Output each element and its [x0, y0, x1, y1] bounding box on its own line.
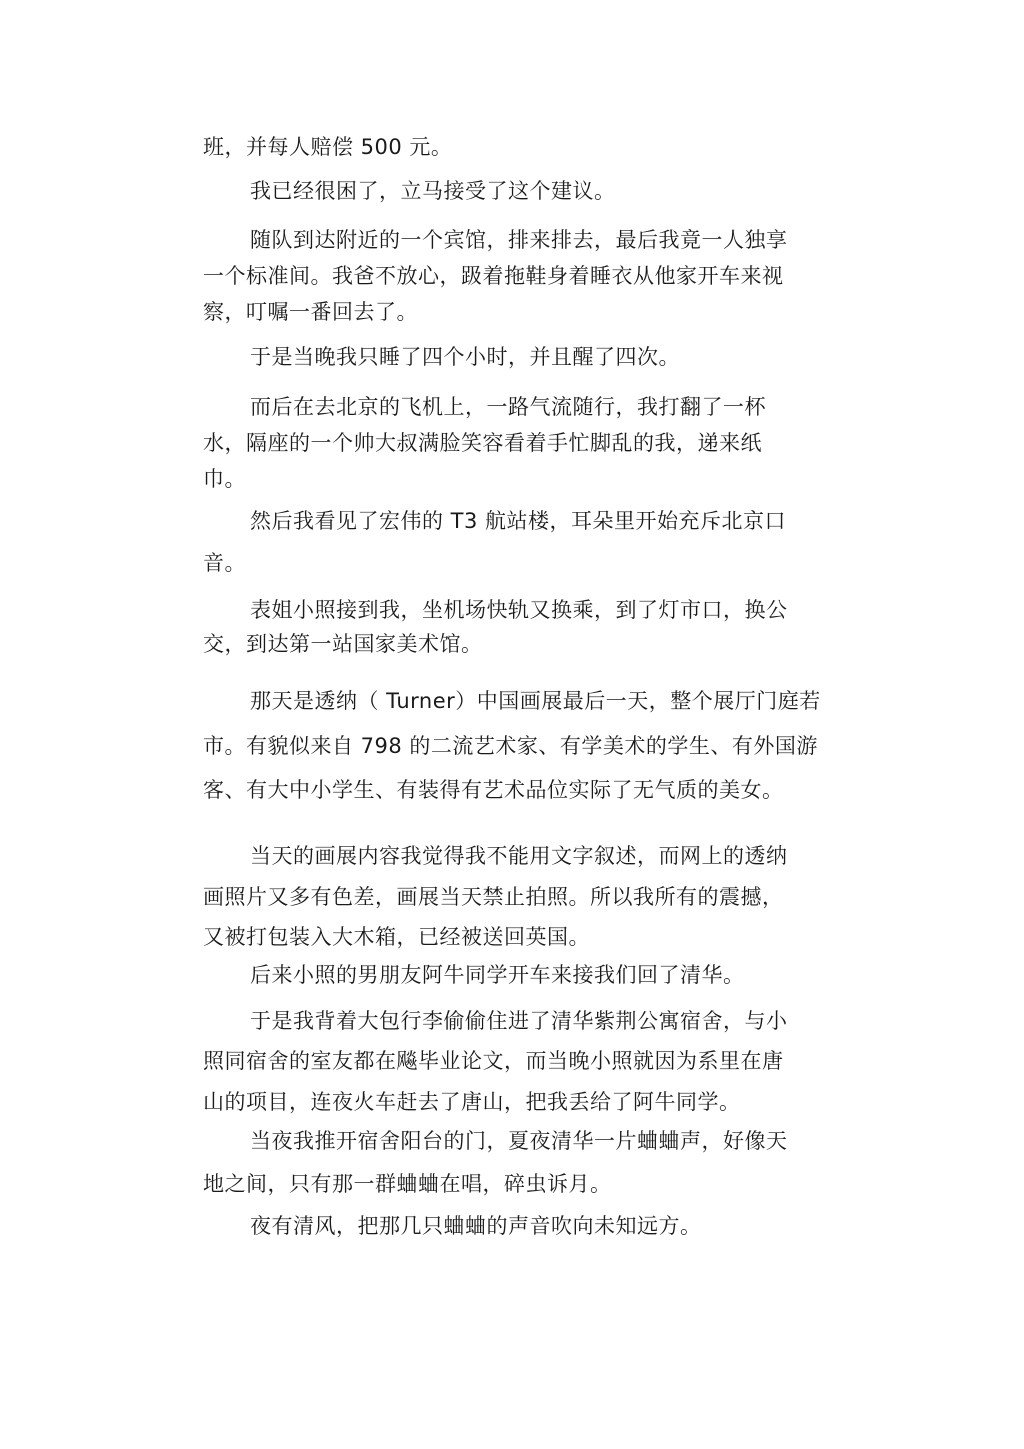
text-line: 交，到达第一站国家美术馆。	[203, 632, 483, 656]
text-line: 画照片又多有色差，画展当天禁止拍照。所以我所有的震撼，	[203, 885, 784, 909]
paragraph: 而后在去北京的飞机上，一路气流随行，我打翻了一杯	[250, 395, 766, 419]
text-line: 又被打包装入大木箱，已经被送回英国。	[203, 925, 590, 949]
paragraph: 于是当晚我只睡了四个小时，并且醒了四次。	[250, 345, 680, 369]
paragraph: 于是我背着大包行李偷偷住进了清华紫荆公寓宿舍，与小	[250, 1009, 788, 1033]
text-line: 班，并每人赔偿 500 元。	[203, 135, 453, 159]
paragraph: 后来小照的男朋友阿牛同学开车来接我们回了清华。	[250, 963, 745, 987]
paragraph: 当天的画展内容我觉得我不能用文字叙述，而网上的透纳	[250, 844, 788, 868]
text-line: 照同宿舍的室友都在飚毕业论文，而当晚小照就因为系里在唐	[203, 1049, 784, 1073]
text-line: 市。有貌似来自 798 的二流艺术家、有学美术的学生、有外国游	[203, 734, 818, 758]
paragraph: 当夜我推开宿舍阳台的门，夏夜清华一片蛐蛐声，好像天	[250, 1129, 788, 1153]
paragraph: 夜有清风，把那几只蛐蛐的声音吹向未知远方。	[250, 1214, 702, 1238]
paragraph: 然后我看见了宏伟的 T3 航站楼，耳朵里开始充斥北京口	[250, 509, 787, 533]
text-line: 巾。	[203, 467, 246, 491]
paragraph: 表姐小照接到我，坐机场快轨又换乘，到了灯市口，换公	[250, 598, 788, 622]
text-line: 山的项目，连夜火车赶去了唐山，把我丢给了阿牛同学。	[203, 1090, 741, 1114]
text-line: 地之间，只有那一群蛐蛐在唱，碎虫诉月。	[203, 1172, 612, 1196]
text-line: 察，叮嘱一番回去了。	[203, 300, 418, 324]
text-line: 一个标准间。我爸不放心，趿着拖鞋身着睡衣从他家开车来视	[203, 264, 784, 288]
paragraph: 我已经很困了，立马接受了这个建议。	[250, 179, 616, 203]
paragraph: 随队到达附近的一个宾馆，排来排去，最后我竟一人独享	[250, 228, 788, 252]
text-line: 水，隔座的一个帅大叔满脸笑容看着手忙脚乱的我，递来纸	[203, 431, 762, 455]
paragraph: 那天是透纳（ Turner）中国画展最后一天，整个展厅门庭若	[250, 689, 821, 713]
text-line: 音。	[203, 551, 246, 575]
text-line: 客、有大中小学生、有装得有艺术品位实际了无气质的美女。	[203, 778, 784, 802]
